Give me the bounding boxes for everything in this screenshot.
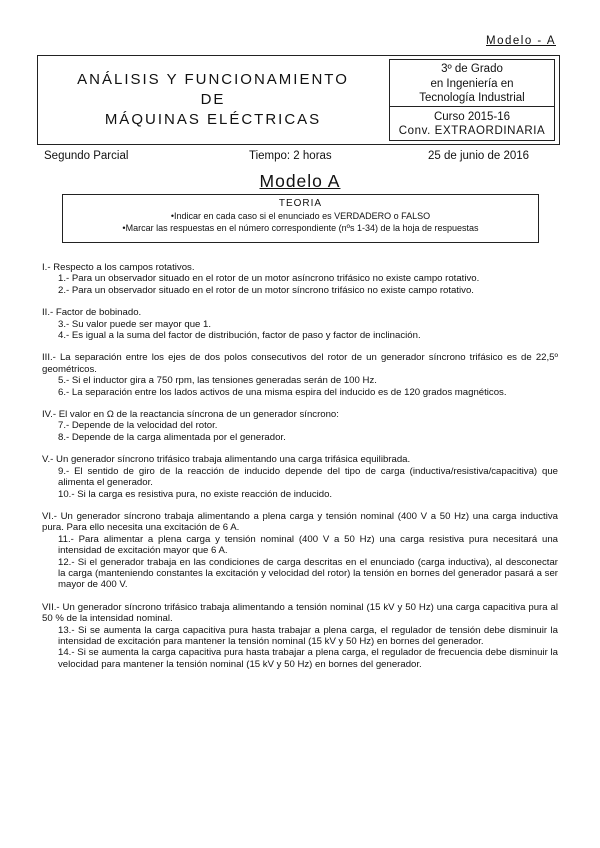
grado-box [389,59,555,107]
question-section [42,307,558,341]
grado-line-1: 3º de Grado [441,63,503,75]
question-section [42,352,558,398]
convocatoria-text: Conv. EXTRAORDINARIA [398,125,546,137]
question-item: 7.- Depende de la velocidad del rotor. [58,420,218,432]
section-intro: II.- Factor de bobinado. [42,307,142,319]
section-intro: III.- La separación entre los ejes de dos polos consecutivos del rotor de un generador síncrono trifásico es de 22,5º geométricos. [42,352,558,375]
section-intro: V.- Un generador síncrono trifásico trabaja alimentando una carga trifásica equilibrada. [42,454,411,466]
course-title-line-3: MÁQUINAS ELÉCTRICAS [104,111,322,128]
section-intro: VI.- Un generador síncrono trabaja alimentando a plena carga y tensión nominal (400 V a 50 Hz) una carga inductiva pura. Para ello necesita una excitación de 6 A. [42,510,558,534]
question-section [42,409,558,443]
question-item: 5.- Si el inductor gira a 750 rpm, las tensiones generadas serán de 100 Hz. [58,375,377,387]
question-item: 6.- La separación entre los lados activos de una misma espira del inducido es de 120 grados magnéticos. [58,386,507,398]
parcial-label: Segundo Parcial [44,150,129,162]
question-item: 12.- Si el generador trabaja en las condiciones de carga descritas en el enunciado (carga inductiva), al desconectar la carga (manteniendo constantes la excitación y velocidad del rotor) la tensión en bornes del generador pasará a ser mayor de 400 V. [58,556,558,591]
section-intro: IV.- El valor en Ω de la reactancia síncrona de un generador síncrono: [42,409,339,421]
teoria-heading: TEORIA [278,198,323,209]
section-intro: I.- Respecto a los campos rotativos. [42,262,195,273]
question-item: 3.- Su valor puede ser mayor que 1. [58,318,212,330]
grado-line-2: en Ingeniería en [430,77,514,90]
question-item: 2.- Para un observador situado en el rotor de un motor síncrono trifásico no existe campo rotativo. [58,284,474,296]
teoria-instruction-2: •Marcar las respuestas en el número correspondiente (nºs 1-34) de la hoja de respuestas [122,223,479,233]
teoria-instructions-box [62,194,539,243]
questions-content [42,262,558,681]
section-intro: VII.- Un generador síncrono trifásico trabaja alimentando a tensión nominal (15 kV y 50 Hz) una carga capacitiva pura al 50 % de la intensidad nominal. [42,601,558,625]
question-section [42,454,558,500]
question-section [42,602,558,670]
tiempo-label: Tiempo: 2 horas [249,150,332,162]
curso-box [389,107,555,141]
question-item: 13.- Si se aumenta la carga capacitiva pura hasta trabajar a plena carga, el regulador de tensión debe disminuir la intensidad de excitación para mantener la tensión nominal (15 kV y 50 Hz) en bornes del generador. [58,624,558,647]
course-title-line-2: DE [200,91,226,108]
question-item: 9.- El sentido de giro de la reacción de inducido depende del tipo de carga (inductiva/resistiva/capacitiva) que alimenta el generador. [58,465,558,489]
question-item: 11.- Para alimentar a plena carga y tensión nominal (400 V a 50 Hz) una carga resistiva pura necesitará una intensidad de excitación mayor que 6 A. [58,533,558,557]
course-title [37,59,389,141]
page-title: Modelo A [259,171,341,191]
fecha-label: 25 de junio de 2016 [428,150,530,162]
teoria-instruction-1: •Indicar en cada caso si el enunciado es VERDADERO o FALSO [170,211,431,221]
question-item: 8.- Depende de la carga alimentada por el generador. [58,431,286,443]
question-section [42,262,558,296]
question-section [42,511,558,591]
course-title-line-1: ANÁLISIS Y FUNCIONAMIENTO [77,71,349,88]
grado-line-3: Tecnología Industrial [419,92,525,104]
question-item: 10.- Si la carga es resistiva pura, no existe reacción de inducido. [58,488,333,500]
curso-text: Curso 2015-16 [433,111,511,123]
question-item: 4.- Es igual a la suma del factor de distribución, factor de paso y factor de inclinación. [58,330,421,342]
modelo-label: Modelo - A [486,35,556,47]
question-item: 14.- Si se aumenta la carga capacitiva pura hasta trabajar a plena carga, el regulador de frecuencia debe disminuir la velocidad para mantener la tensión nominal (15 kV y 50 Hz) en bornes del generador. [58,647,558,670]
question-item: 1.- Para un observador situado en el rotor de un motor asíncrono trifásico no existe campo rotativo. [58,273,480,285]
